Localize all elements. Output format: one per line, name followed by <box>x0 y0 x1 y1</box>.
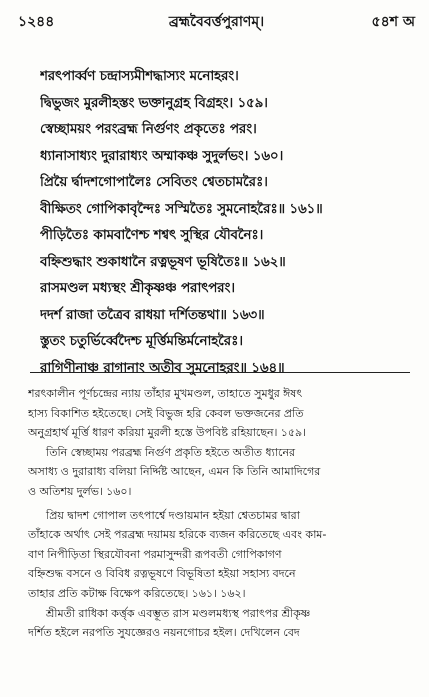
commentary-line: দর্শিত হইলে নরপতি সুযজ্ঞেরও নয়নগোচর হইল। দেখিলেন বেদ <box>28 626 300 640</box>
commentary-line: বহ্নিশুদ্ধ বসনে ও বিবিধ রত্নভূষণে বিভূষিতা হইয়া সহাস্য বদনে <box>28 567 296 581</box>
commentary-line: অনুগ্রহার্থ মূর্ত্তি ধারণ করিয়া মুরলী হস্তে উপবিষ্ট রহিয়াছেন। ১৫৯। <box>28 426 306 440</box>
sanskrit-verses <box>40 63 425 381</box>
commentary-line: শ্রীমতী রাধিকা কর্ত্তৃক এবম্ভূত রাস মণ্ডলমধ্যস্থ পরাৎপর শ্রীকৃষ্ণ <box>46 606 311 620</box>
bengali-commentary <box>28 384 410 643</box>
commentary-line: শরৎকালীন পূর্ণচন্দ্রের ন্যায় তাঁহার মুখমণ্ডল, তাহাতে সুমধুর ঈষৎ <box>28 387 303 400</box>
commentary-line: তাহার প্রতি কটাক্ষ বিক্ষেপ করিতেছে। ১৬১। ১৬২। <box>28 586 246 600</box>
verse-line: রাগিণীনাঞ্চ রাগানাং অতীব সুমনোহরং॥ ১৬৪॥ <box>40 359 285 376</box>
verse-line: শরৎপার্ব্বণ চন্দ্রাস্যমীশদ্ধাস্যং মনোহরং। <box>40 68 239 84</box>
commentary-line: তিনি স্বেচ্ছাময় পরব্রহ্ম নির্গুণ প্রকৃতি হইতে অতীত ধ্যানের <box>46 445 296 459</box>
page-header <box>14 10 419 32</box>
verse-line: দদর্শ রাজা তত্রৈব রাধয়া দর্শিতন্তথা॥ ১৬৩॥ <box>40 306 265 323</box>
commentary-line: অসাধ্য ও দুরারাধ্য বলিয়া নির্দ্দিষ্ট আছেন, এমন কি তিনি আমাদিগের <box>28 465 321 479</box>
running-title: ব্রহ্মবৈবর্ত্তপুরাণম্। <box>168 14 265 30</box>
verse-line: ধ্যানাসাধ্যং দুরারাধ্যং অম্মাকঞ্চ সুদুর্লভং। ১৬০। <box>40 147 284 164</box>
commentary-line: তাঁহাকে অর্থাৎ সেই পরব্রহ্ম দয়াময় হরিকে ব্যজন করিতেছে এবং কাম- <box>28 528 327 542</box>
section-divider <box>30 372 410 373</box>
commentary-line: হাস্য বিকাশিত হইতেছে। সেই বিভুজ হরি কেবল ভক্তজনের প্রতি <box>28 406 304 420</box>
verse-line: দ্বিভুজং মুরলীহস্তং ভক্তানুগ্রহ বিগ্রহং। ১৫৯। <box>40 94 268 111</box>
verse-line: স্তুতং চতুর্ভির্ব্বেদৈশ্চ মূর্ত্তিমন্তির্মনোহরৈঃ। <box>40 333 243 349</box>
verse-line: বীক্ষিতং গোপিকাবৃন্দৈঃ সস্মিতৈঃ সুমনোহরৈঃ॥ ১৬১॥ <box>40 200 323 217</box>
commentary-line: বাণ নিপীড়িতা স্থিরযৌবনা পরমাসুন্দরী রূপবতী গোপিকাগণ <box>28 547 282 561</box>
verse-line: প্রিয়ৈ র্দ্বাদশগোপালৈঃ সেবিতং শ্বেতচামরৈঃ। <box>40 174 268 190</box>
verse-line: বহ্নিশুদ্ধাং শুকাধানৈ রত্নভূষণ ভূষিতৈঃ॥ ১৬২॥ <box>40 253 286 270</box>
page-number: ১২৪৪ <box>18 14 55 30</box>
commentary-line: প্রিয় দ্বাদশ গোপাল তৎপার্শ্বে দণ্ডায়মান হইয়া শ্বেতচামর দ্বারা <box>46 508 300 522</box>
verse-line: রাসমণ্ডল মধ্যস্থং শ্রীকৃষ্ণঞ্চ পরাৎপরং। <box>40 280 235 296</box>
verse-line: স্বেচ্ছাময়ং পরংব্রহ্ম নির্গুণং প্রকৃতেঃ পরং। <box>40 121 257 137</box>
verse-line: পীড়িতৈঃ কামবাণৈশ্চ শশ্বৎ সুস্থির যৌবনৈঃ। <box>40 227 264 243</box>
chapter-marker: ৫৪শ অ <box>371 14 415 30</box>
commentary-line: ও অতিশয় দুর্লভ। ১৬০। <box>28 484 132 498</box>
